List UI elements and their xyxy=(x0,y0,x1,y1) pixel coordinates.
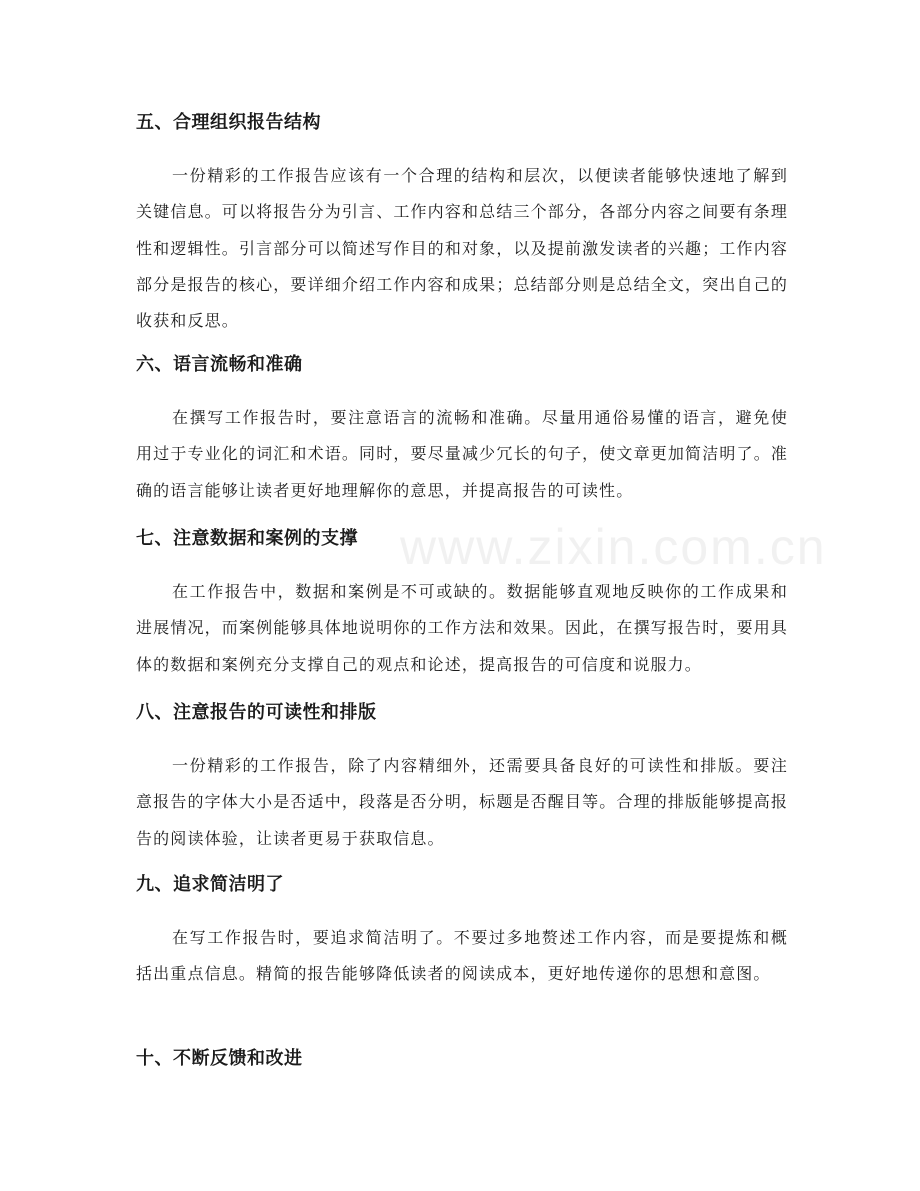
section-heading: 八、注意报告的可读性和排版 xyxy=(136,702,377,723)
section-paragraph: 在工作报告中，数据和案例是不可或缺的。数据能够直观地反映你的工作成果和进展情况，而案例能够具体地说明你的工作方法和效果。因此，在撰写报告时，要用具体的数据和案例充分支撑自己的观点和论述，提高报告的可信度和说服力。 xyxy=(136,582,788,674)
section-paragraph: 在写工作报告时，要追求简洁明了。不要过多地赘述工作内容，而是要提炼和概括出重点信息。精简的报告能够降低读者的阅读成本，更好地传递你的思想和意图。 xyxy=(136,928,788,984)
section-7 xyxy=(136,527,788,683)
watermark: www.zixin.com.cn xyxy=(400,519,827,575)
section-heading: 五、合理组织报告结构 xyxy=(136,112,321,133)
section-heading: 十、不断反馈和改进 xyxy=(136,1048,303,1069)
section-paragraph: 在撰写工作报告时，要注意语言的流畅和准确。尽量用通俗易懂的语言，避免使用过于专业化的词汇和术语。同时，要尽量减少冗长的句子，使文章更加简洁明了。准确的语言能够让读者更好地理解你的意思，并提高报告的可读性。 xyxy=(136,408,788,500)
section-10 xyxy=(136,1047,788,1071)
section-heading: 六、语言流畅和准确 xyxy=(136,354,303,375)
section-5 xyxy=(136,111,788,339)
section-paragraph: 一份精彩的工作报告应该有一个合理的结构和层次，以便读者能够快速地了解到关键信息。可以将报告分为引言、工作内容和总结三个部分，各部分内容之间要有条理性和逻辑性。引言部分可以简述写作目的和对象，以及提前激发读者的兴趣；工作内容部分是报告的核心，要详细介绍工作内容和成果；总结部分则是总结全文，突出自己的收获和反思。 xyxy=(136,166,788,331)
section-8 xyxy=(136,701,788,857)
section-6 xyxy=(136,353,788,509)
section-heading: 九、追求简洁明了 xyxy=(136,874,284,895)
section-heading: 七、注意数据和案例的支撑 xyxy=(136,528,358,549)
section-paragraph: 一份精彩的工作报告，除了内容精细外，还需要具备良好的可读性和排版。要注意报告的字体大小是否适中，段落是否分明，标题是否醒目等。合理的排版能够提高报告的阅读体验，让读者更易于获取信息。 xyxy=(136,756,788,848)
section-9 xyxy=(136,873,788,993)
